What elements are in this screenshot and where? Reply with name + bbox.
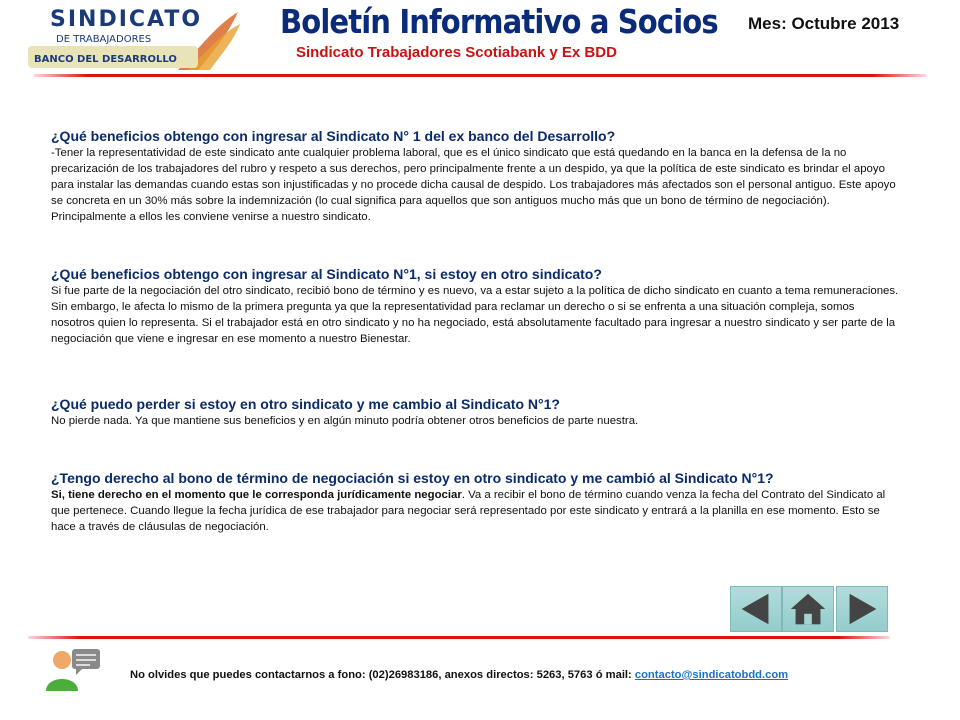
next-page-button[interactable] bbox=[836, 586, 888, 632]
faq-answer: -Tener la representatividad de este sindicato ante cualquier problema laboral, que es el único sindicato que está quedando en la banca en la defensa de la no precarización de los trabajadores del rubro y respeto a sus derechos, pero principalmente frente a un despido, ya que la política de este sindicato es brindar el apoyo para instalar las demandas cuando estas son injustificadas y no procede dicha causal de despido. Los trabajadores más afectados son el personal antiguo. Este apoyo se concreta en un 30% más sobre la indemnización (lo cual significa para aquellos que son antiguos mucho más que un bono de término de negociación). Principalmente a ellos les conviene venirse a nuestro sindicato. bbox=[51, 147, 896, 223]
faq-question: ¿Qué puedo perder si estoy en otro sindicato y me cambio al Sindicato N°1? bbox=[51, 396, 560, 412]
home-button[interactable] bbox=[782, 586, 834, 632]
arrow-right-icon bbox=[837, 587, 887, 631]
faq-answer: No pierde nada. Ya que mantiene sus beneficios y en algún minuto podría obtener otros beneficios de parte nuestra. bbox=[51, 415, 639, 427]
contact-person-icon bbox=[42, 645, 104, 693]
contact-text: No olvides que puedes contactarnos a fono: (02)26983186, anexos directos: 5263, 5763 ó mail: bbox=[130, 669, 635, 681]
faq-answer-rest: . Va a recibir el bono de término cuando venza la fecha del Contrato del Sindicato al que pertenece. Cuando llegue la fecha jurídica de ese trabajador para negociar será representado por este sindicato y entrará a la planilla en ese momento. Esto se hace a través de cláusulas de negociación. bbox=[51, 489, 886, 533]
contact-email-link[interactable]: contacto@sindicatobdd.com bbox=[634, 669, 789, 681]
svg-text:BANCO DEL DESARROLLO: BANCO DEL DESARROLLO bbox=[34, 54, 177, 65]
previous-page-button[interactable] bbox=[730, 586, 782, 632]
home-icon bbox=[783, 587, 833, 631]
faq-question: ¿Qué beneficios obtengo con ingresar al Sindicato N°1, si estoy en otro sindicato? bbox=[51, 266, 602, 282]
faq-question: ¿Tengo derecho al bono de término de negociación si estoy en otro sindicato y me cambió al Sindicato N°1? bbox=[51, 470, 774, 486]
faq-answer bbox=[51, 487, 901, 535]
contact-info bbox=[130, 669, 930, 681]
header-divider bbox=[34, 74, 926, 77]
faq-answer: Si fue parte de la negociación del otro sindicato, recibió bono de término y es nuevo, va a estar sujeto a la política de dicho sindicato en cuanto a tema remuneraciones. Sin embargo, le afecta lo mismo de la primera pregunta ya que la representatividad para reclamar un derecho o si se enfrenta a una situación compleja, somos nosotros quien lo representa. Si el trabajador está en otro sindicato y no ha negociado, está absolutamente facultado para ingresar a nuestro sindicato y ser parte de la negociación que viene e ingresar en ese momento a nuestro Bienestar. bbox=[51, 285, 899, 345]
svg-text:DE TRABAJADORES: DE TRABAJADORES bbox=[56, 34, 152, 45]
issue-month: Mes: Octubre 2013 bbox=[748, 14, 900, 33]
page-title: Boletín Informativo a Socios bbox=[280, 2, 718, 41]
footer-divider bbox=[28, 636, 890, 639]
faq-item bbox=[51, 266, 901, 347]
faq-item bbox=[51, 470, 901, 535]
faq-question: ¿Qué beneficios obtengo con ingresar al Sindicato N° 1 del ex banco del Desarrollo? bbox=[51, 128, 616, 144]
faq-answer-emphasis: Si, tiene derecho en el momento que le corresponda jurídicamente negociar bbox=[51, 489, 462, 501]
svg-text:SINDICATO: SINDICATO bbox=[50, 7, 203, 32]
union-logo bbox=[28, 4, 240, 72]
page-subtitle: Sindicato Trabajadores Scotiabank y Ex BDD bbox=[296, 44, 617, 61]
faq-item bbox=[51, 128, 901, 225]
arrow-left-icon bbox=[731, 587, 781, 631]
faq-item bbox=[51, 396, 901, 429]
